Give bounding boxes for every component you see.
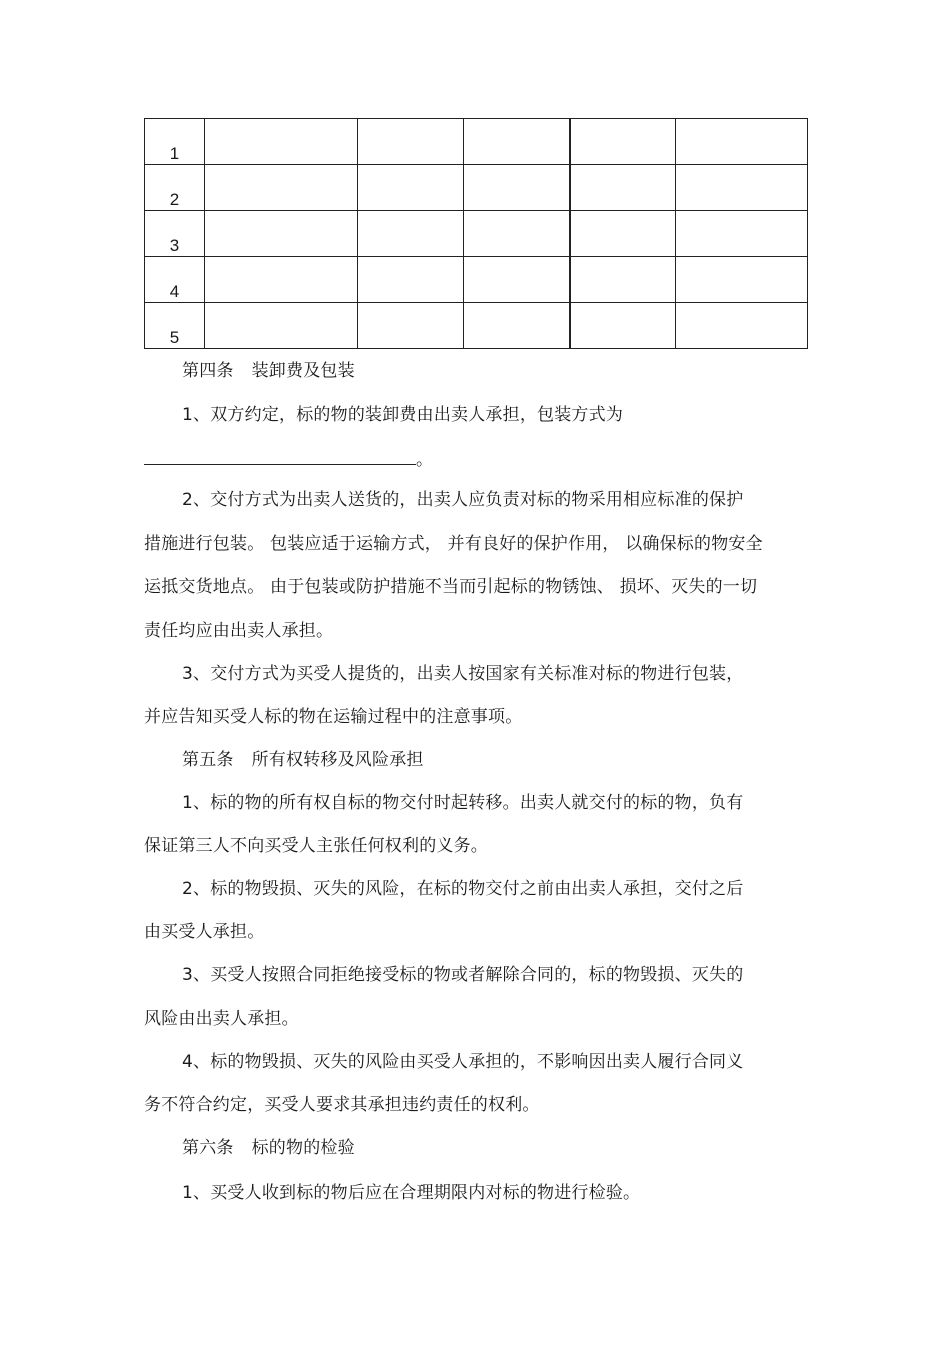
- paragraph-line: 4、标的物毁损、灭失的风险由买受人承担的，不影响因出卖人履行合同义: [182, 1052, 744, 1072]
- paragraph-line: 1、买受人收到标的物后应在合理期限内对标的物进行检验。: [182, 1183, 641, 1203]
- article-number: 第五条: [182, 750, 234, 770]
- packaging-blank-line: [144, 449, 433, 471]
- goods-table: [144, 118, 808, 349]
- paragraph-line: 2、标的物毁损、灭失的风险，在标的物交付之前由出卖人承担，交付之后: [182, 879, 744, 899]
- table-cell: [464, 303, 570, 349]
- paragraph-line: 3、买受人按照合同拒绝接受标的物或者解除合同的，标的物毁损、灭失的: [182, 965, 744, 985]
- table-cell: [676, 257, 808, 303]
- table-cell: [464, 119, 570, 165]
- table-cell: [358, 165, 464, 211]
- paragraph-line: 措施进行包装。 包装应适于运输方式， 并有良好的保护作用， 以确保标的物安全: [144, 534, 763, 554]
- table-cell: [205, 211, 358, 257]
- table-row: [145, 119, 808, 165]
- table-row: [145, 303, 808, 349]
- article-title: 所有权转移及风险承担: [251, 750, 424, 770]
- article-number: 第六条: [182, 1138, 234, 1158]
- table-cell: [570, 257, 676, 303]
- table-cell: [205, 257, 358, 303]
- paragraph-line: 并应告知买受人标的物在运输过程中的注意事项。: [144, 707, 523, 727]
- table-cell: [676, 303, 808, 349]
- table-cell: [358, 257, 464, 303]
- table-cell: [358, 303, 464, 349]
- table-cell: [570, 211, 676, 257]
- paragraph-line: 务不符合约定，买受人要求其承担违约责任的权利。: [144, 1095, 540, 1115]
- row-number: 4: [145, 257, 205, 303]
- paragraph-line: 运抵交货地点。 由于包装或防护措施不当而引起标的物锈蚀、 损坏、灭失的一切: [144, 577, 758, 597]
- paragraph-end: 。: [416, 450, 434, 470]
- article-title: 装卸费及包装: [251, 361, 355, 381]
- row-number: 5: [145, 303, 205, 349]
- row-number: 1: [145, 119, 205, 165]
- row-number: 3: [145, 211, 205, 257]
- row-number: 2: [145, 165, 205, 211]
- table-cell: [676, 211, 808, 257]
- article-6-heading: [182, 1137, 355, 1159]
- table-cell: [205, 165, 358, 211]
- table-row: [145, 165, 808, 211]
- table-cell: [205, 303, 358, 349]
- table-cell: [676, 165, 808, 211]
- paragraph-line: 责任均应由出卖人承担。: [144, 621, 334, 641]
- table-cell: [205, 119, 358, 165]
- article-5-heading: [182, 749, 424, 771]
- table-cell: [570, 119, 676, 165]
- table-cell: [570, 165, 676, 211]
- paragraph-line: 由买受人承担。: [144, 922, 265, 942]
- table-cell: [358, 119, 464, 165]
- paragraph-line: 风险由出卖人承担。: [144, 1009, 299, 1029]
- paragraph-line: 1、双方约定，标的物的装卸费由出卖人承担，包装方式为: [182, 405, 624, 425]
- table-cell: [676, 119, 808, 165]
- paragraph-line: 保证第三人不向买受人主张任何权利的义务。: [144, 836, 488, 856]
- table-cell: [464, 211, 570, 257]
- table-cell: [464, 165, 570, 211]
- article-number: 第四条: [182, 361, 234, 381]
- paragraph-line: 2、交付方式为出卖人送货的，出卖人应负责对标的物采用相应标准的保护: [182, 490, 744, 510]
- paragraph-line: 1、标的物的所有权自标的物交付时起转移。出卖人就交付的标的物，负有: [182, 793, 744, 813]
- table-row: [145, 257, 808, 303]
- table-row: [145, 211, 808, 257]
- table-cell: [570, 303, 676, 349]
- table-cell: [358, 211, 464, 257]
- article-4-heading: [182, 360, 355, 382]
- fill-in-blank: [144, 450, 416, 465]
- article-title: 标的物的检验: [251, 1138, 355, 1158]
- paragraph-line: 3、交付方式为买受人提货的，出卖人按国家有关标准对标的物进行包装，: [182, 664, 744, 684]
- table-cell: [464, 257, 570, 303]
